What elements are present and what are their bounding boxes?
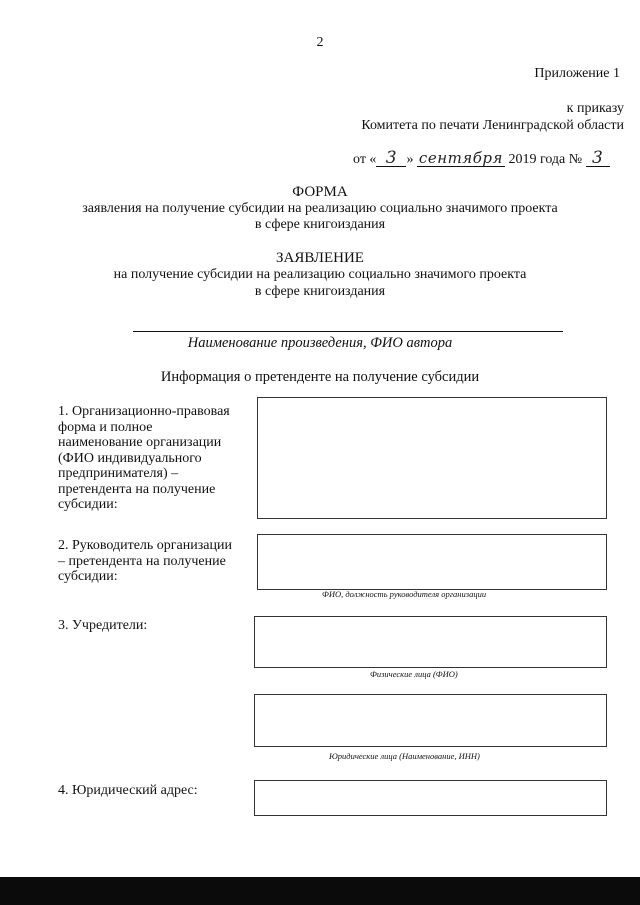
date-prefix: от « xyxy=(353,152,377,167)
statement-line2: в сфере книгоиздания xyxy=(254,284,386,299)
date-suffix: 2019 года № xyxy=(508,152,583,167)
field-org-label: 1. Организационно-правовая форма и полное наименование организации (ФИО индивидуального предпринимателя) – претендента на получение субсидии: xyxy=(58,404,230,512)
founders-entities-input-box[interactable] xyxy=(254,694,607,747)
committee-label: Комитета по печати Ленинградской области xyxy=(361,118,624,133)
date-month: сентября xyxy=(418,149,503,167)
field-head-label: 2. Руководитель организации – претендента на получение субсидии: xyxy=(58,538,232,584)
form-title: ФОРМА xyxy=(292,184,348,200)
head-caption: ФИО, должность руководителя организации xyxy=(322,589,487,599)
order-number: 3 xyxy=(586,150,610,167)
statement-title: ЗАЯВЛЕНИЕ xyxy=(276,250,364,266)
page-number: 2 xyxy=(316,35,324,50)
org-name-input-box[interactable] xyxy=(257,397,607,519)
appendix-label: Приложение 1 xyxy=(534,66,620,81)
date-mid: » xyxy=(406,152,414,167)
work-name-line xyxy=(133,331,563,332)
founders-individuals-caption: Физические лица (ФИО) xyxy=(370,669,458,679)
section-title: Информация о претенденте на получение субсидии xyxy=(160,369,480,385)
field-founders-label: 3. Учредители: xyxy=(58,618,148,633)
form-line1: заявления на получение субсидии на реализацию социально значимого проекта xyxy=(82,201,558,216)
date-day: 3 xyxy=(376,150,406,167)
scan-bottom-edge xyxy=(0,877,640,905)
order-date-line xyxy=(353,150,610,170)
founders-entities-caption: Юридические лица (Наименование, ИНН) xyxy=(329,751,480,761)
work-name-caption: Наименование произведения, ФИО автора xyxy=(187,335,453,351)
order-label: к приказу xyxy=(566,101,624,116)
founders-individuals-input-box[interactable] xyxy=(254,616,607,668)
head-input-box[interactable] xyxy=(257,534,607,590)
legal-address-input-box[interactable] xyxy=(254,780,607,816)
field-address-label: 4. Юридический адрес: xyxy=(58,783,198,798)
form-line2: в сфере книгоиздания xyxy=(254,217,386,232)
statement-line1: на получение субсидии на реализацию социально значимого проекта xyxy=(113,267,527,282)
